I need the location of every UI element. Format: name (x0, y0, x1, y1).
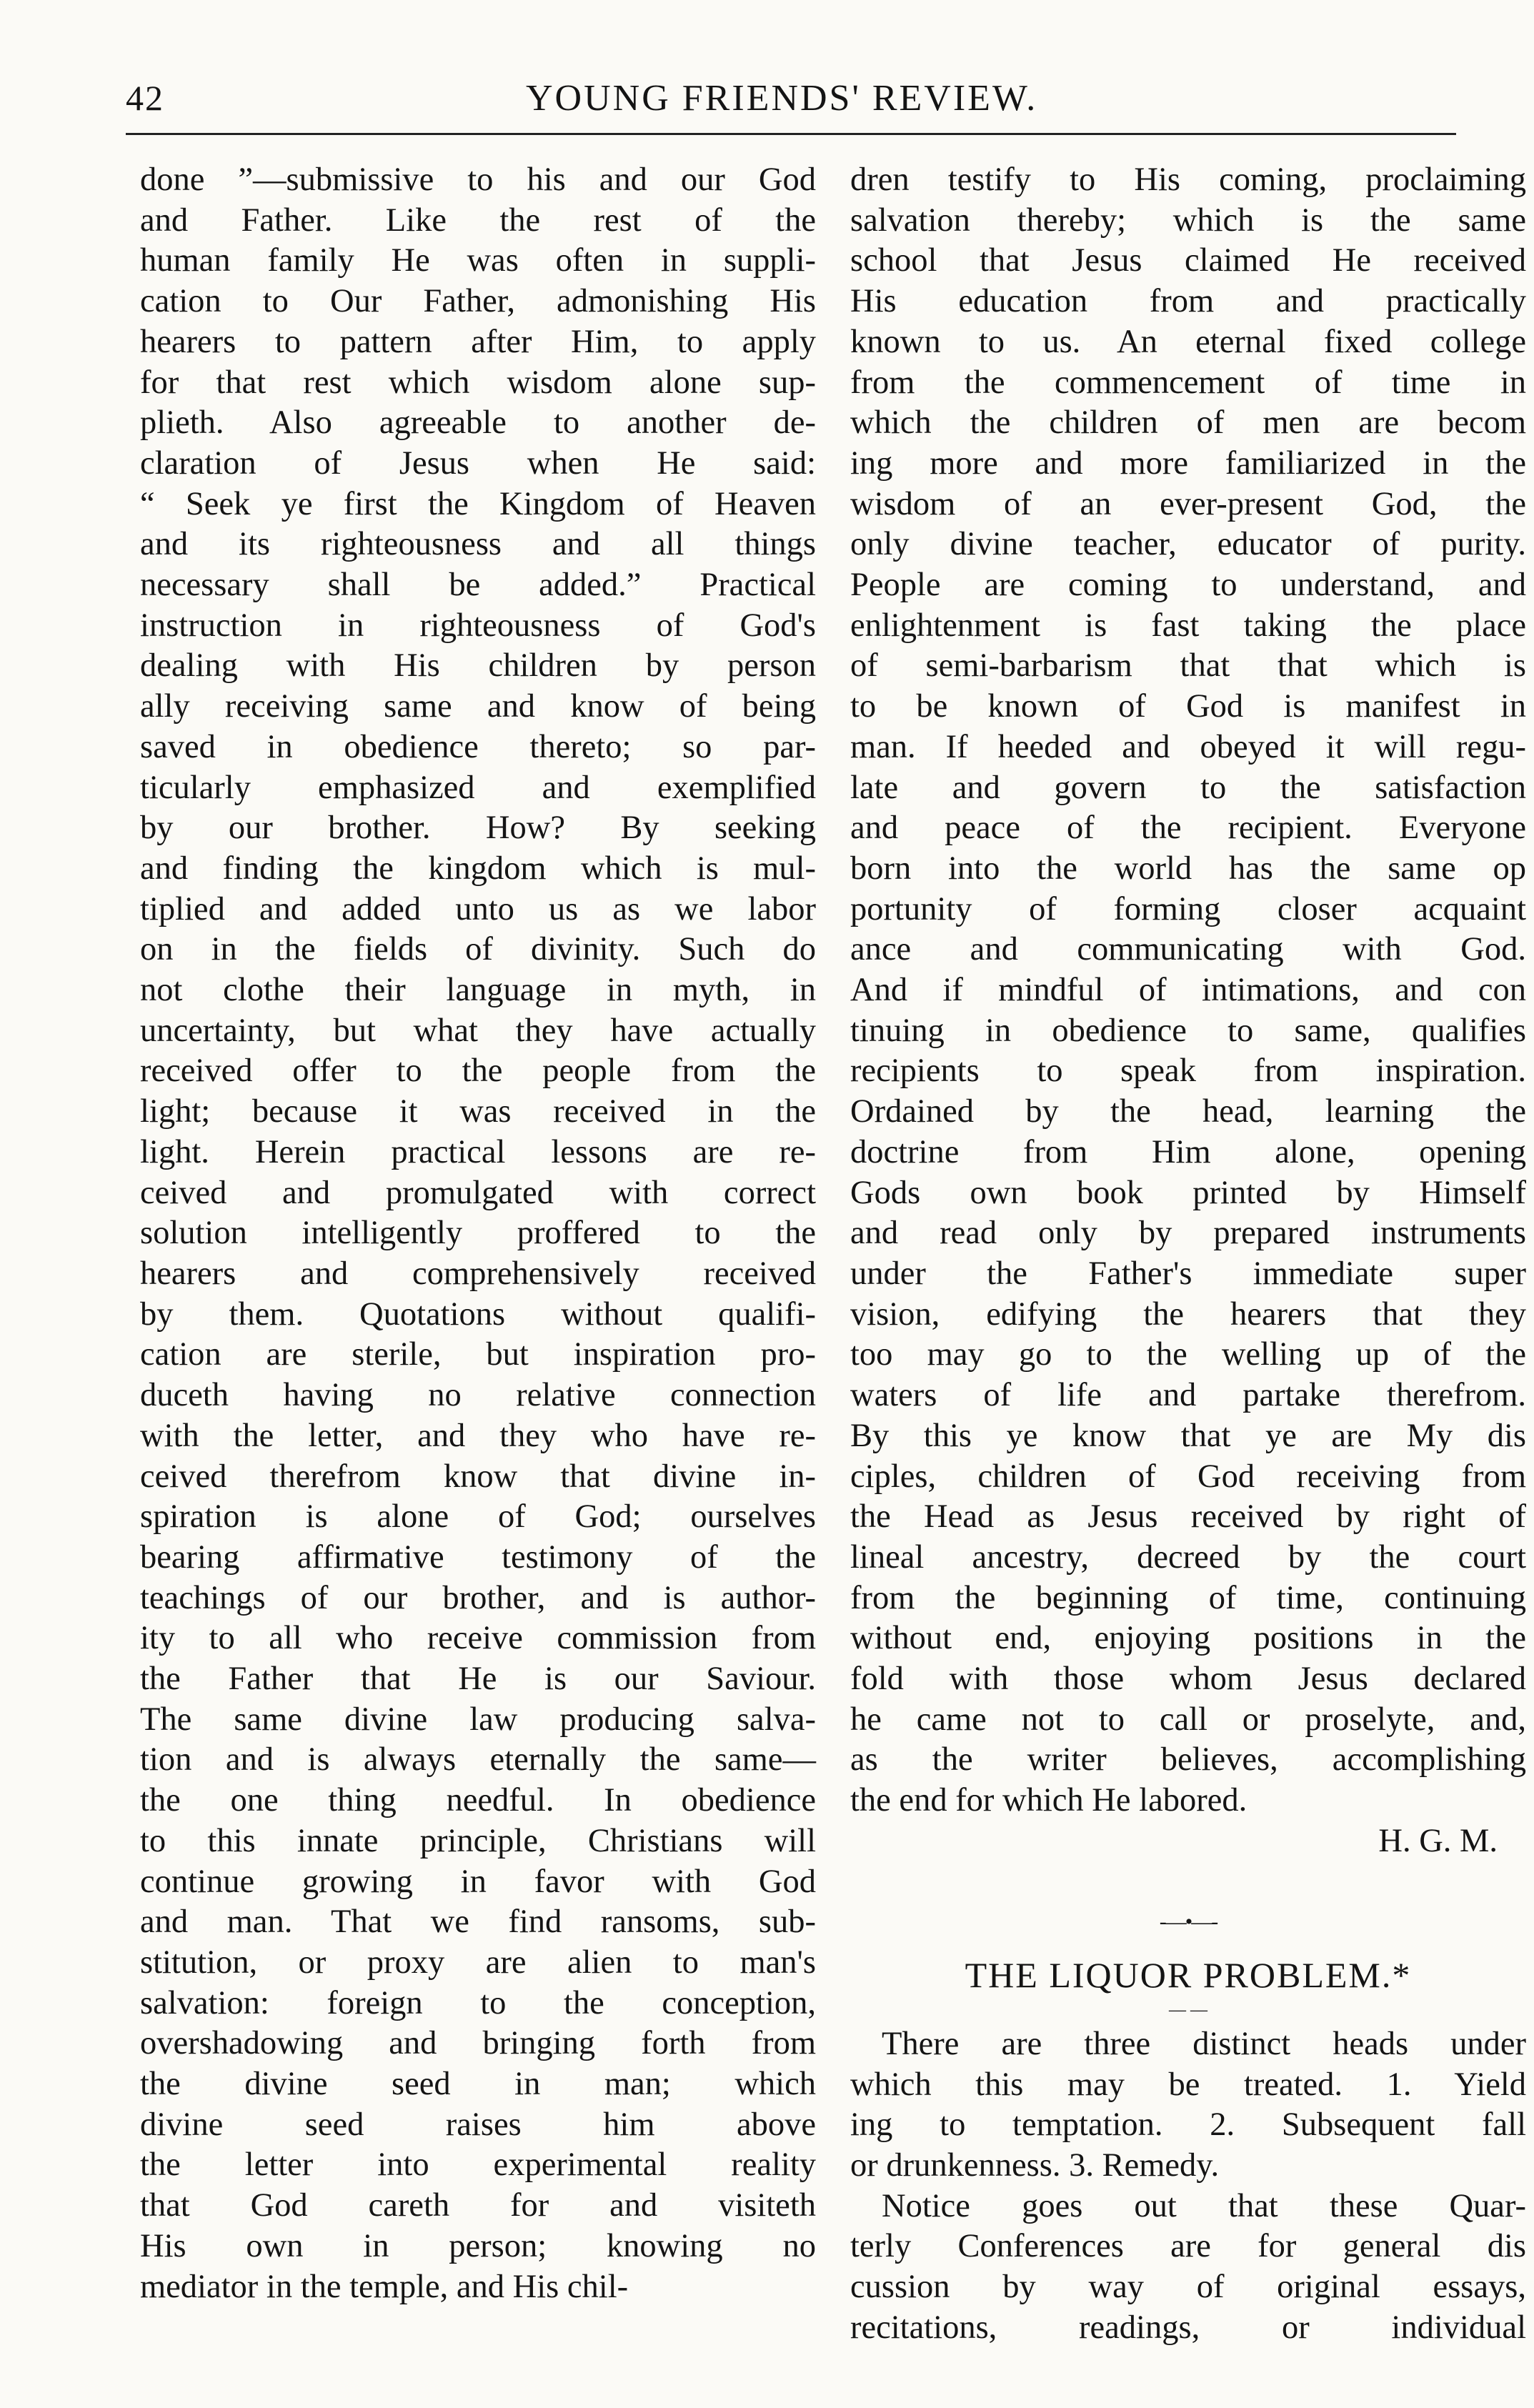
text-line: “ Seek ye first the Kingdom of Heaven (140, 485, 816, 522)
text-line: vision, edifying the hearers that they (850, 1295, 1526, 1333)
text-line: lineal ancestry, decreed by the court (850, 1538, 1526, 1576)
text-line: on in the fields of divinity. Such do (140, 931, 816, 968)
text-line: and peace of the recipient. Everyone (850, 810, 1526, 847)
text-line: and man. That we find ransoms, sub- (140, 1904, 816, 1941)
text-line: cation to Our Father, admonishing His (140, 283, 816, 320)
text-line: ing to temptation. 2. Subsequent fall (850, 2106, 1526, 2144)
text-line: with the letter, and they who have re- (140, 1417, 816, 1454)
text-line: uncertainty, but what they have actually (140, 1012, 816, 1049)
text-line: human family He was often in suppli- (140, 242, 816, 279)
author-signature: H. G. M. (1378, 1822, 1498, 1859)
text-line: instruction in righteousness of God's (140, 607, 816, 644)
right-column (850, 160, 1526, 2349)
text-line: doctrine from Him alone, opening (850, 1133, 1526, 1170)
text-line: from the beginning of time, continuing (850, 1579, 1526, 1616)
section-heading: THE LIQUOR PROBLEM.* (965, 1955, 1412, 1996)
text-line: divine seed raises him above (140, 2106, 816, 2143)
text-line: enlightenment is fast taking the place (850, 607, 1526, 644)
text-line: There are three distinct heads under (882, 2025, 1526, 2062)
text-line: done ”—submissive to his and our God (140, 161, 816, 198)
text-line: Ordained by the head, learning the (850, 1093, 1526, 1130)
text-line: the letter into experimental reality (140, 2146, 816, 2184)
text-line: man. If heeded and obeyed it will regu- (850, 728, 1526, 765)
text-line: tiplied and added unto us as we labor (140, 890, 816, 927)
text-line: terly Conferences are for general dis (850, 2228, 1526, 2265)
text-line: saved in obedience thereto; so par- (140, 728, 816, 765)
text-line: wisdom of an ever-present God, the (850, 485, 1526, 522)
text-line: duceth having no relative connection (140, 1377, 816, 1414)
text-line: ance and communicating with God. (850, 931, 1526, 968)
text-line: And if mindful of intimations, and con (850, 972, 1526, 1009)
text-line: overshadowing and bringing forth from (140, 2025, 816, 2062)
text-line: portunity of forming closer acquaint (850, 890, 1526, 927)
text-line: tinuing in obedience to same, qualifies (850, 1012, 1526, 1049)
text-line: His own in person; knowing no (140, 2227, 816, 2264)
article-continuation (850, 160, 1526, 1821)
text-line: dren testify to His coming, proclaiming (850, 161, 1526, 198)
text-line: recitations, readings, or individual (850, 2309, 1526, 2346)
text-line: ity to all who receive commission from (140, 1620, 816, 1657)
text-line: born into the world has the same op (850, 850, 1526, 887)
text-line: under the Father's immediate super (850, 1255, 1526, 1292)
text-line: late and govern to the satisfaction (850, 769, 1526, 806)
text-line: plieth. Also agreeable to another de- (140, 404, 816, 442)
text-line: The same divine law producing salva- (140, 1701, 816, 1738)
text-line: the end for which He labored. (850, 1782, 1247, 1819)
text-line: ally receiving same and know of being (140, 688, 816, 725)
text-line: claration of Jesus when He said: (140, 444, 816, 482)
text-line: and its righteousness and all things (140, 526, 816, 563)
text-line: from the commencement of time in (850, 364, 1526, 401)
text-line: teachings of our brother, and is author- (140, 1579, 816, 1616)
text-line: solution intelligently proffered to the (140, 1215, 816, 1252)
text-line: without end, enjoying positions in the (850, 1620, 1526, 1657)
text-line: as the writer believes, accomplishing (850, 1741, 1526, 1778)
page-number: 42 (126, 78, 164, 118)
text-line: to this innate principle, Christians will (140, 1822, 816, 1859)
text-line: that God careth for and visiteth (140, 2187, 816, 2224)
text-line: which the children of men are becom (850, 404, 1526, 442)
text-line: ciples, children of God receiving from (850, 1458, 1526, 1495)
text-line: tion and is always eternally the same— (140, 1741, 816, 1778)
section-ornament: -—•—- (1159, 1909, 1217, 1934)
text-line: His education from and practically (850, 283, 1526, 320)
text-line: ceived therefrom know that divine in- (140, 1458, 816, 1495)
running-header (126, 77, 1448, 127)
text-line: stitution, or proxy are alien to man's (140, 1944, 816, 1981)
text-line: he came not to call or proselyte, and, (850, 1701, 1526, 1738)
text-line: salvation thereby; which is the same (850, 202, 1526, 239)
text-line: known to us. An eternal fixed college (850, 323, 1526, 360)
text-line: which this may be treated. 1. Yield (850, 2066, 1526, 2103)
text-line: Notice goes out that these Quar- (882, 2187, 1526, 2224)
text-line: by them. Quotations without qualifi- (140, 1295, 816, 1333)
text-line: only divine teacher, educator of purity. (850, 526, 1526, 563)
text-line: and read only by prepared instruments (850, 1215, 1526, 1252)
text-line: By this ye know that ye are My dis (850, 1417, 1526, 1454)
text-line: by our brother. How? By seeking (140, 810, 816, 847)
text-line: People are coming to understand, and (850, 567, 1526, 604)
text-line: ceived and promulgated with correct (140, 1174, 816, 1211)
text-line: and finding the kingdom which is mul- (140, 850, 816, 887)
text-line: hearers and comprehensively received (140, 1255, 816, 1292)
liquor-article-body (850, 2024, 1526, 2349)
text-line: of semi-barbarism that that which is (850, 647, 1526, 685)
journal-title: YOUNG FRIENDS' REVIEW. (526, 78, 1038, 119)
text-line: continue growing in favor with God (140, 1863, 816, 1900)
text-line: spiration is alone of God; ourselves (140, 1498, 816, 1536)
text-line: too may go to the welling up of the (850, 1336, 1526, 1373)
text-line: cussion by way of original essays, (850, 2269, 1526, 2306)
text-line: the Father that He is our Saviour. (140, 1661, 816, 1698)
text-line: fold with those whom Jesus declared (850, 1661, 1526, 1698)
text-line: necessary shall be added.” Practical (140, 567, 816, 604)
text-line: cation are sterile, but inspiration pro- (140, 1336, 816, 1373)
text-line: received offer to the people from the (140, 1053, 816, 1090)
text-line: mediator in the temple, and His chil- (140, 2268, 629, 2305)
text-line: salvation: foreign to the conception, (140, 1984, 816, 2021)
text-line: bearing affirmative testimony of the (140, 1538, 816, 1576)
text-line: not clothe their language in myth, in (140, 972, 816, 1009)
text-line: dealing with His children by person (140, 647, 816, 685)
heading-dash: — — (1169, 2000, 1207, 2019)
text-line: light. Herein practical lessons are re- (140, 1133, 816, 1170)
text-line: for that rest which wisdom alone sup- (140, 364, 816, 401)
text-line: and Father. Like the rest of the (140, 202, 816, 239)
header-rule (126, 133, 1456, 135)
left-column (140, 160, 816, 2307)
text-line: school that Jesus claimed He received (850, 242, 1526, 279)
text-line: to be known of God is manifest in (850, 688, 1526, 725)
text-line: the Head as Jesus received by right of (850, 1498, 1526, 1536)
text-line: ing more and more familiarized in the (850, 444, 1526, 482)
text-line: Gods own book printed by Himself (850, 1174, 1526, 1211)
text-line: ticularly emphasized and exemplified (140, 769, 816, 806)
text-line: waters of life and partake therefrom. (850, 1377, 1526, 1414)
text-line: light; because it was received in the (140, 1093, 816, 1130)
text-line: the divine seed in man; which (140, 2066, 816, 2103)
text-line: the one thing needful. In obedience (140, 1782, 816, 1819)
text-line: hearers to pattern after Him, to apply (140, 323, 816, 360)
text-line: or drunkenness. 3. Remedy. (850, 2147, 1220, 2184)
text-line: recipients to speak from inspiration. (850, 1053, 1526, 1090)
